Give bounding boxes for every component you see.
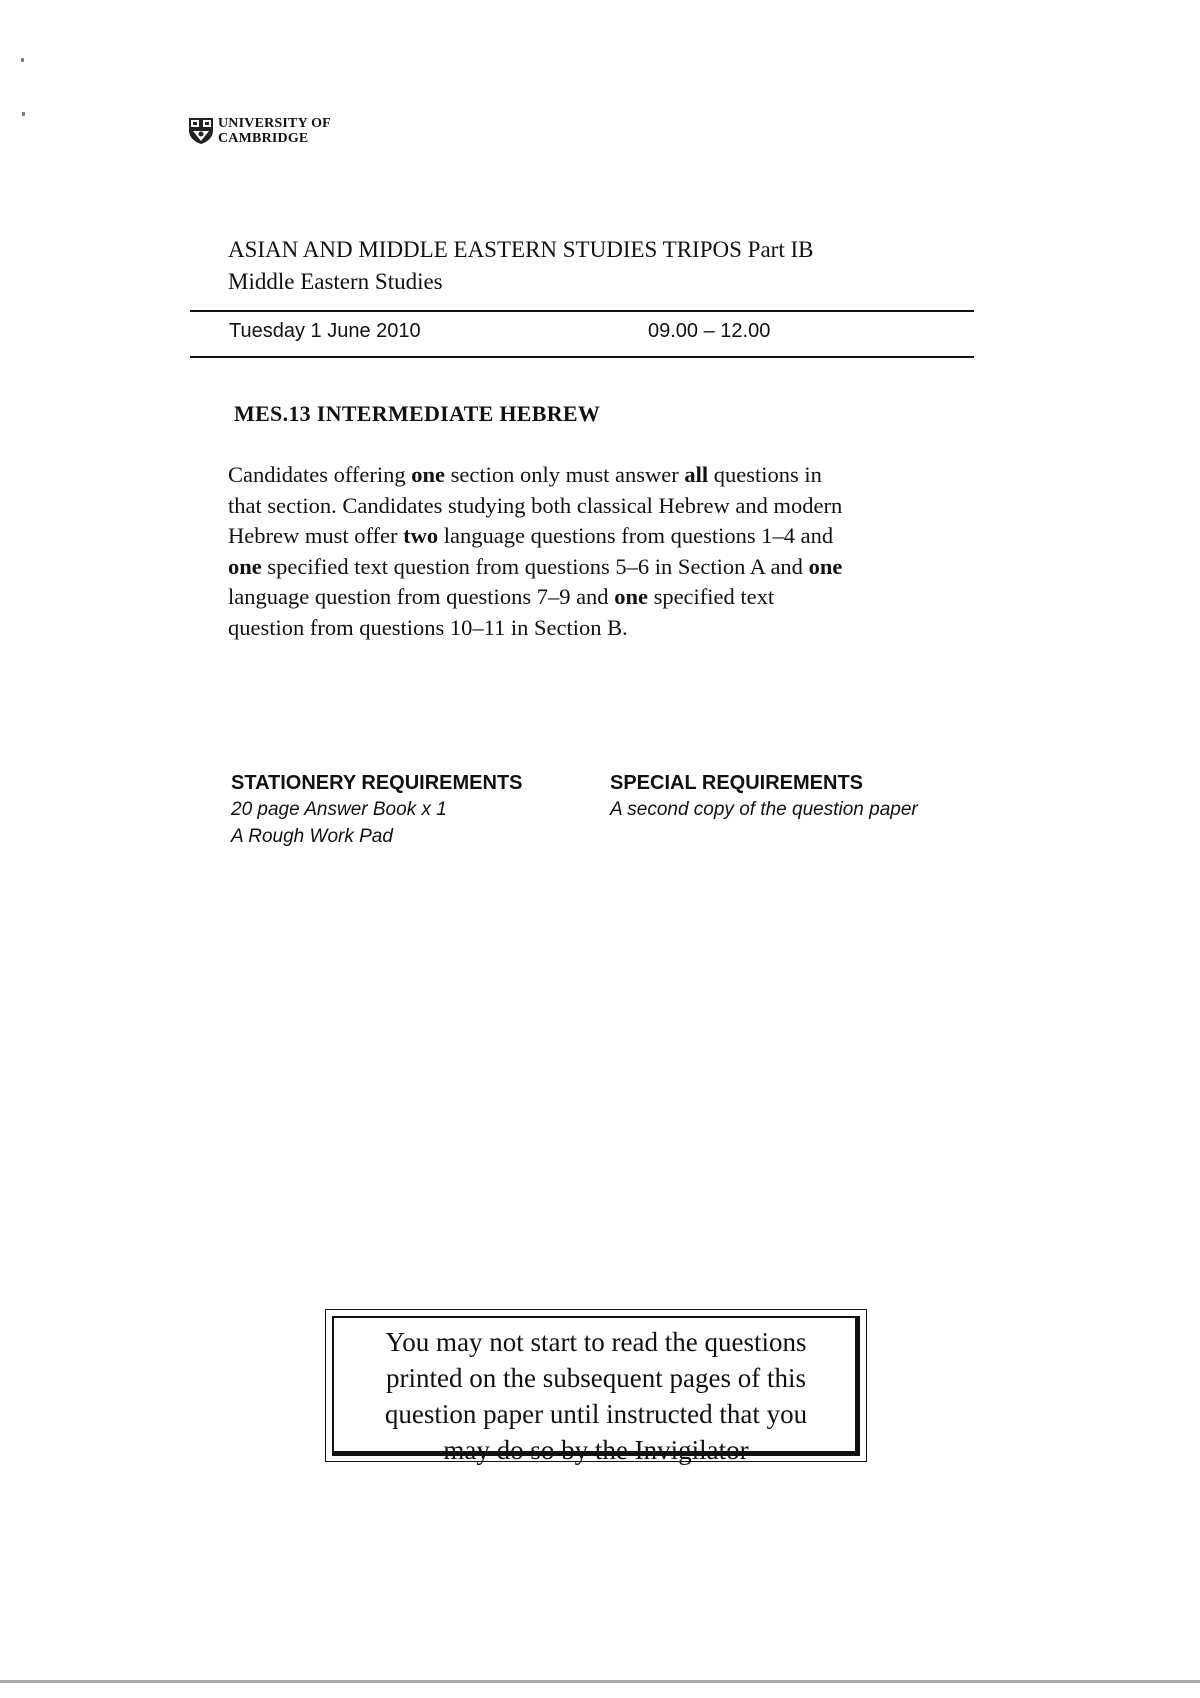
stationery-requirements bbox=[231, 770, 523, 850]
special-items bbox=[610, 796, 918, 823]
instruction-emphasis: one bbox=[411, 462, 446, 487]
university-name bbox=[218, 116, 331, 146]
exam-time: 09.00 – 12.00 bbox=[648, 320, 771, 342]
instruction-line bbox=[228, 491, 988, 522]
notice-line: question paper until instructed that you bbox=[384, 1399, 808, 1429]
candidate-instructions bbox=[228, 460, 988, 644]
divider-bottom bbox=[190, 356, 974, 358]
university-name-line1: UNIVERSITY OF bbox=[218, 116, 331, 131]
scan-speck bbox=[22, 112, 25, 116]
instruction-text: questions in bbox=[708, 462, 822, 487]
instruction-text: question from questions 10–11 in Section B. bbox=[228, 614, 628, 640]
notice-line: You may not start to read the questions bbox=[385, 1327, 807, 1357]
divider-top bbox=[190, 310, 974, 312]
instruction-emphasis: two bbox=[403, 523, 439, 549]
exam-date: Tuesday 1 June 2010 bbox=[229, 320, 421, 342]
special-requirements bbox=[610, 770, 918, 823]
special-heading: SPECIAL REQUIREMENTS bbox=[610, 772, 863, 794]
instruction-text: specified text question from questions 5–6 in Section A and bbox=[261, 553, 809, 579]
instruction-line bbox=[228, 460, 988, 491]
instruction-emphasis: all bbox=[684, 462, 709, 487]
instruction-emphasis: one bbox=[228, 553, 262, 579]
university-name-line2: CAMBRIDGE bbox=[218, 131, 309, 146]
invigilator-notice-box bbox=[325, 1309, 867, 1465]
instruction-text: language question from questions 7–9 and bbox=[228, 584, 615, 610]
instruction-line bbox=[228, 552, 988, 583]
instruction-text: Candidates offering bbox=[228, 462, 412, 487]
instruction-text: specified text bbox=[647, 584, 775, 610]
scan-speck bbox=[21, 58, 24, 62]
stationery-items bbox=[231, 796, 523, 850]
instruction-text: Hebrew must offer bbox=[228, 523, 404, 549]
tripos-title: ASIAN AND MIDDLE EASTERN STUDIES TRIPOS Part IB bbox=[228, 237, 814, 262]
scan-bottom-edge bbox=[0, 1680, 1200, 1683]
university-logo bbox=[188, 116, 331, 146]
notice-line: printed on the subsequent pages of this bbox=[386, 1363, 806, 1393]
stationery-heading: STATIONERY REQUIREMENTS bbox=[231, 772, 523, 794]
special-item: A second copy of the question paper bbox=[610, 799, 918, 820]
instruction-line bbox=[228, 582, 988, 613]
paper-title: MES.13 INTERMEDIATE HEBREW bbox=[234, 401, 601, 426]
instruction-text: that section. Candidates studying both classical Hebrew and modern bbox=[228, 492, 843, 518]
notice-line: may do so by the Invigilator bbox=[443, 1435, 749, 1465]
tripos-block bbox=[228, 234, 813, 298]
instruction-emphasis: one bbox=[808, 553, 843, 579]
stationery-item: 20 page Answer Book x 1 bbox=[231, 799, 447, 820]
notice-text bbox=[326, 1324, 866, 1468]
instruction-text: language questions from questions 1–4 and bbox=[438, 523, 834, 549]
instruction-line bbox=[228, 613, 988, 644]
instruction-line bbox=[228, 521, 988, 552]
instruction-text: section only must answer bbox=[445, 462, 685, 487]
subject-title: Middle Eastern Studies bbox=[228, 269, 443, 294]
cambridge-crest-icon bbox=[188, 117, 214, 145]
stationery-item: A Rough Work Pad bbox=[231, 826, 393, 847]
instruction-emphasis: one bbox=[614, 584, 648, 610]
